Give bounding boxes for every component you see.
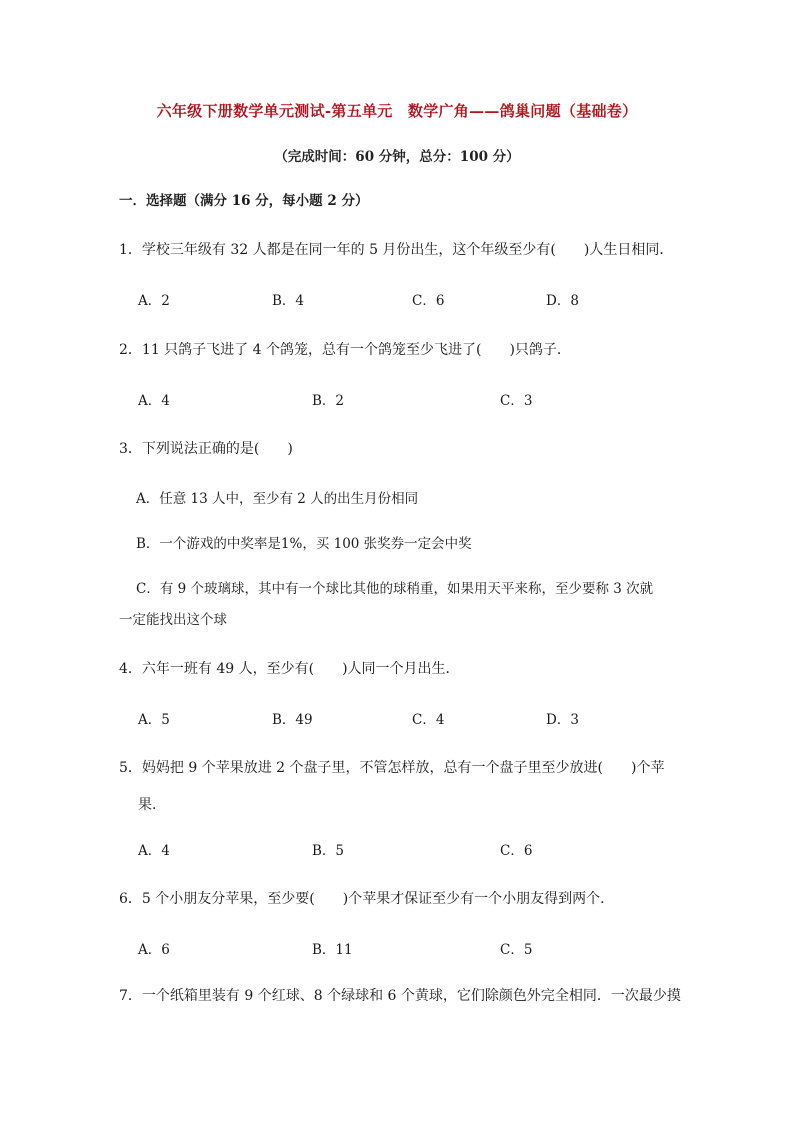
q4-option-d: D．3 bbox=[546, 712, 579, 728]
q2-option-c: C．3 bbox=[500, 393, 533, 409]
question-5-continued: 果． bbox=[138, 797, 166, 813]
q6-option-b: B．11 bbox=[312, 942, 353, 958]
q2-option-a: A．4 bbox=[138, 393, 170, 409]
q1-option-d: D．8 bbox=[546, 293, 579, 309]
q4-option-c: C．4 bbox=[412, 712, 445, 728]
q1-option-a: A．2 bbox=[138, 293, 170, 309]
q4-option-b: B．49 bbox=[272, 712, 313, 728]
q3-option-a: A．任意 13 人中，至少有 2 人的出生月份相同 bbox=[136, 491, 419, 507]
q6-option-c: C．5 bbox=[500, 942, 533, 958]
q6-option-a: A．6 bbox=[138, 942, 170, 958]
section-heading: 一．选择题（满分 16 分，每小题 2 分） bbox=[119, 193, 369, 209]
q5-option-b: B．5 bbox=[312, 843, 345, 859]
q1-option-b: B．4 bbox=[272, 293, 305, 309]
question-3: 3．下列说法正确的是( ) bbox=[119, 441, 293, 457]
q3-option-c: C．有 9 个玻璃球，其中有一个球比其他的球稍重，如果用天平来称，至少要称 3 次就 bbox=[136, 581, 654, 597]
question-6: 6．5 个小朋友分苹果，至少要( )个苹果才保证至少有一个小朋友得到两个． bbox=[119, 891, 615, 907]
question-2: 2．11 只鸽子飞进了 4 个鸽笼，总有一个鸽笼至少飞进了( )只鸽子． bbox=[119, 342, 571, 358]
page-title: 六年级下册数学单元测试-第五单元 数学广角——鸽巢问题（基础卷） bbox=[156, 102, 638, 120]
q2-option-b: B．2 bbox=[312, 393, 345, 409]
q3-option-c-continued: 一定能找出这个球 bbox=[119, 612, 227, 628]
q3-option-b: B．一个游戏的中奖率是1%，买 100 张奖券一定会中奖 bbox=[136, 536, 472, 552]
q5-option-a: A．4 bbox=[138, 843, 170, 859]
question-5: 5．妈妈把 9 个苹果放进 2 个盘子里，不管怎样放，总有一个盘子里至少放进( )个苹 bbox=[119, 760, 665, 776]
q5-option-c: C．6 bbox=[500, 843, 533, 859]
exam-info: （完成时间：60 分钟，总分：100 分） bbox=[274, 149, 520, 165]
question-1: 1．学校三年级有 32 人都是在同一年的 5 月份出生，这个年级至少有( )人生日相同． bbox=[119, 242, 674, 258]
q1-option-c: C．6 bbox=[412, 293, 445, 309]
question-4: 4．六年一班有 49 人，至少有( )人同一个月出生． bbox=[119, 661, 460, 677]
question-7: 7．一个纸箱里装有 9 个红球、8 个绿球和 6 个黄球，它们除颜色外完全相同．一次最少摸 bbox=[119, 988, 681, 1004]
q4-option-a: A．5 bbox=[138, 712, 170, 728]
